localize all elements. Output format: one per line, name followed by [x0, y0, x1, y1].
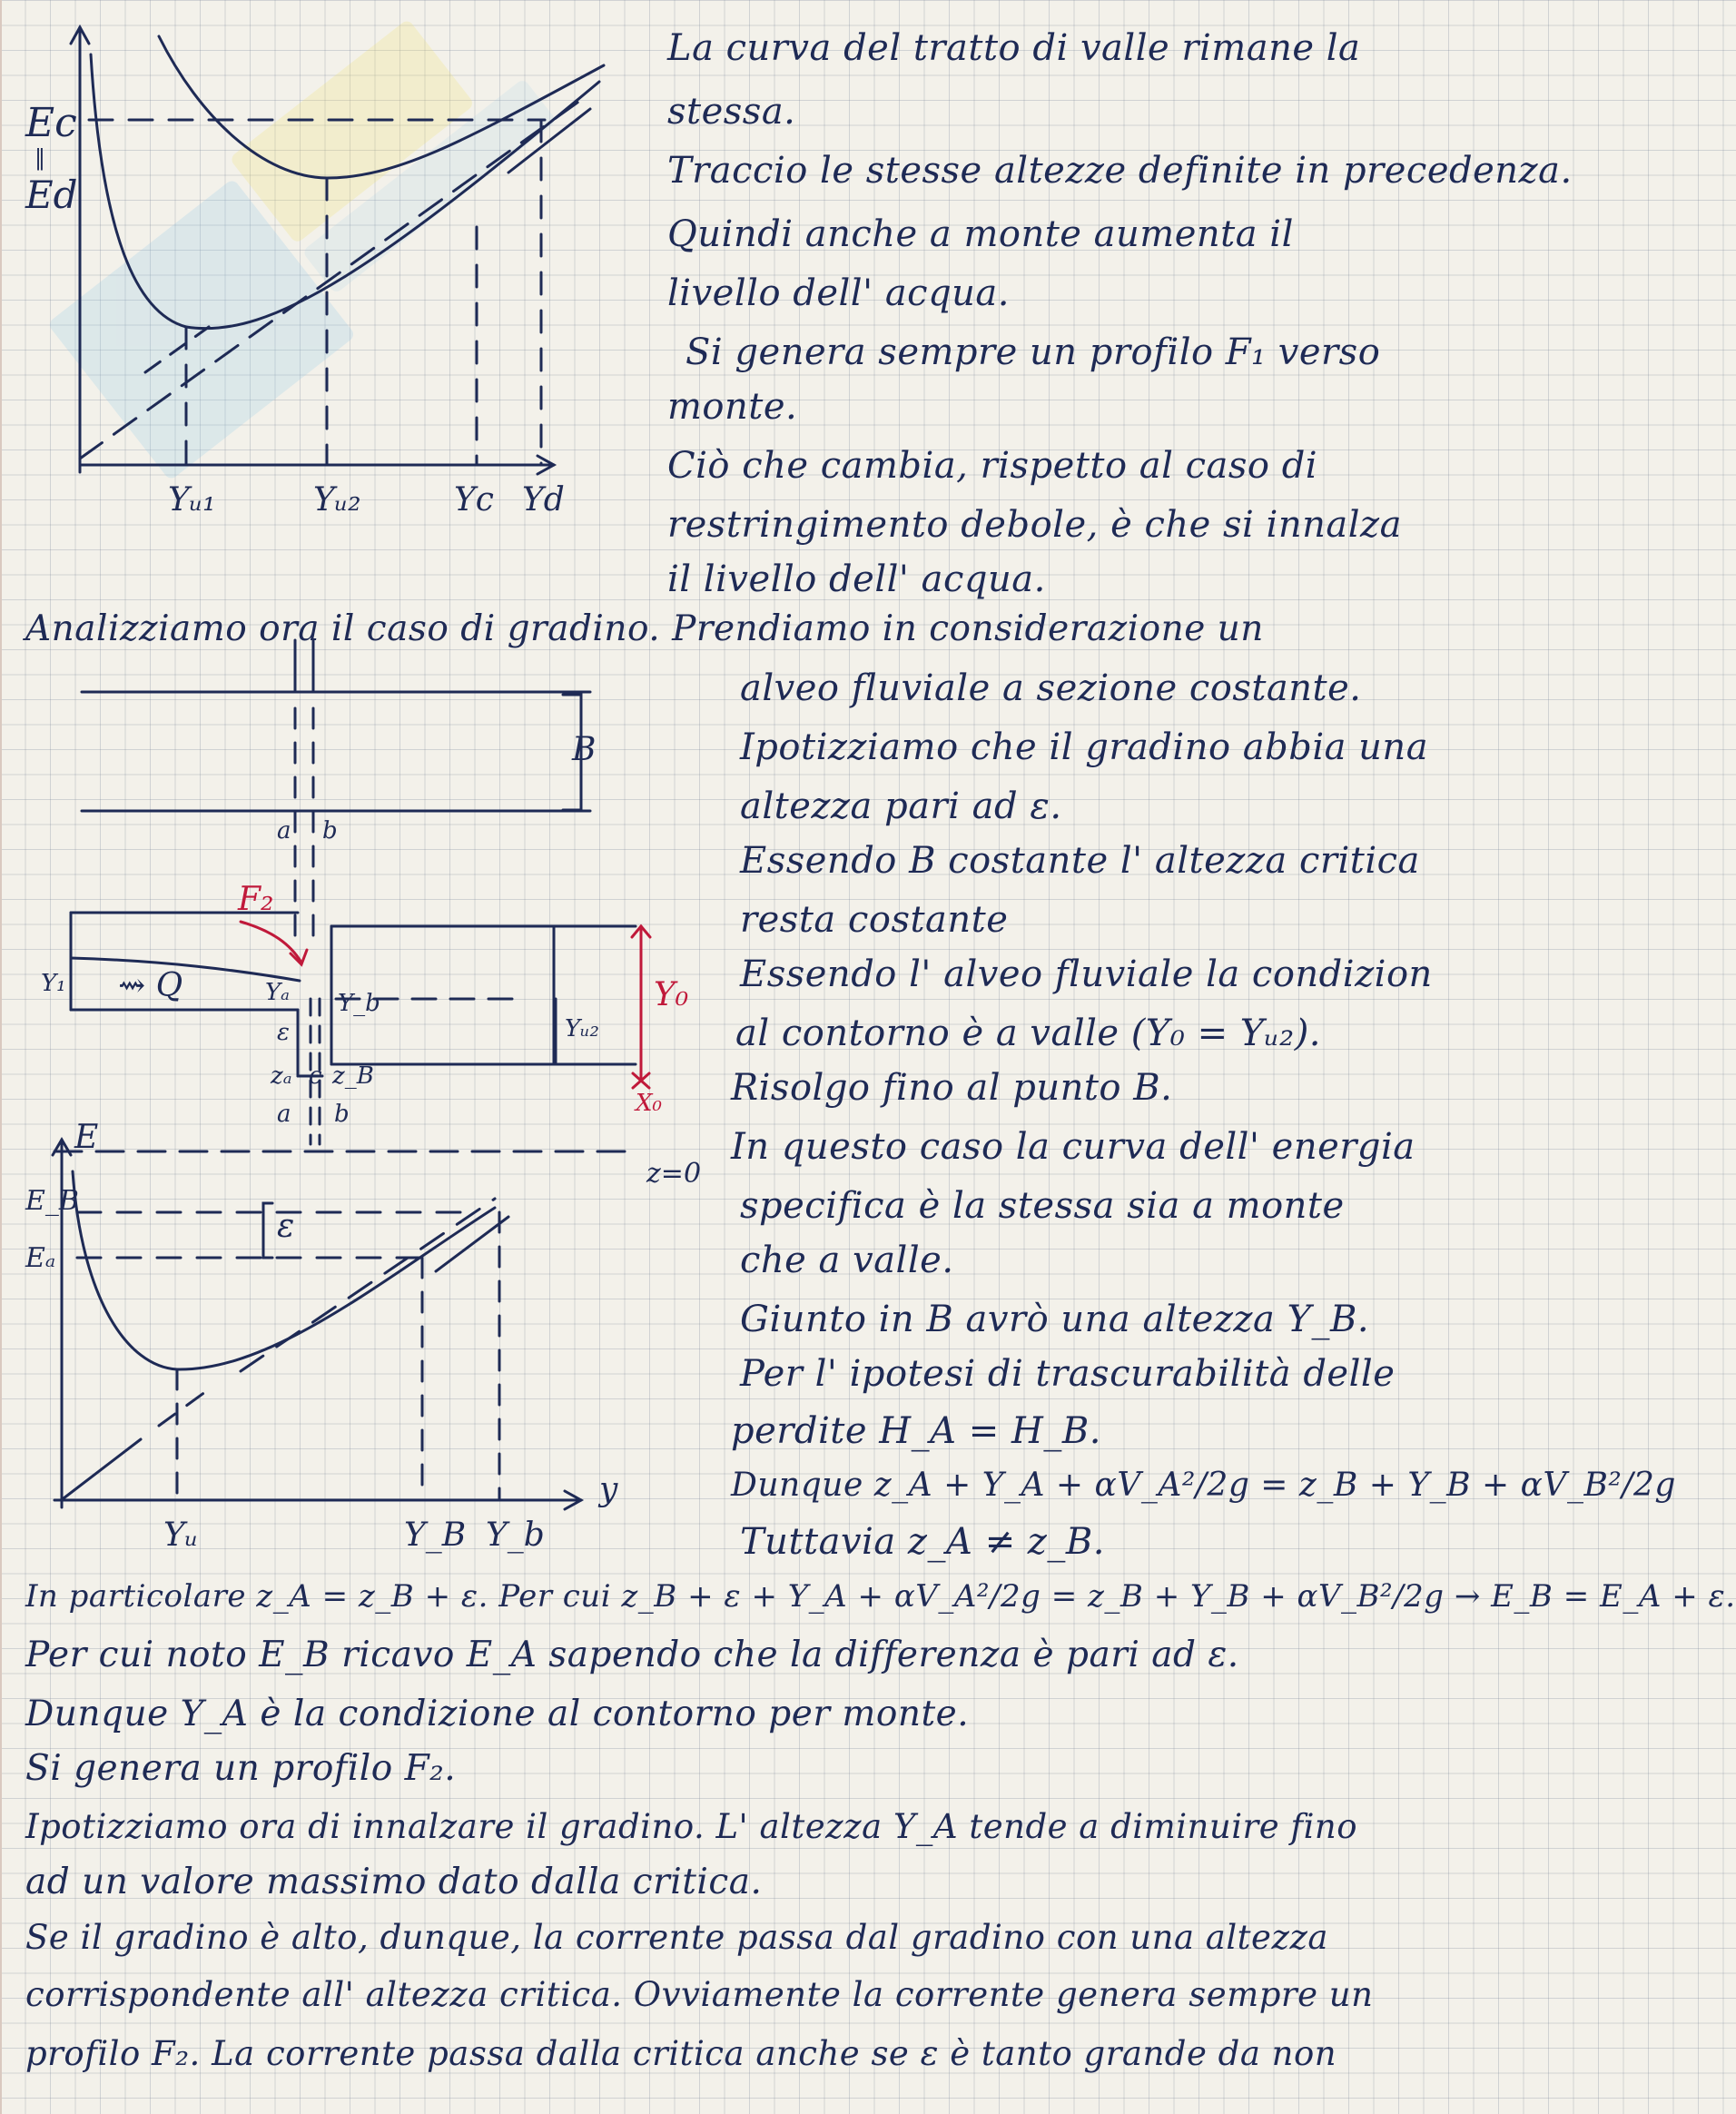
fig2-label-zb: z_B — [332, 1062, 374, 1090]
fig3-label-eps: ε — [277, 1208, 295, 1245]
note-line: In particolare z_A = z_B + ε. Per cui z_B + ε + Y_A + αV_A²/2g = z_B + Y_B + αV_B²/2g → E_B = E_A + ε. — [25, 1578, 1736, 1615]
fig1-x-label-yd: Yd — [522, 481, 565, 519]
fig1-y-label-equal: ‖ — [35, 145, 45, 171]
note-line: il livello dell' acqua. — [667, 558, 1046, 600]
note-line: Per cui noto E_B ricavo E_A sapendo che la differenza è pari ad ε. — [25, 1635, 1239, 1675]
note-line: Se il gradino è alto, dunque, la corrente passa dal gradino con una altezza — [25, 1918, 1328, 1957]
fig2-label-f2: F₂ — [238, 881, 274, 918]
note-line: Ciò che cambia, rispetto al caso di — [667, 445, 1318, 487]
note-equation: Dunque z_A + Y_A + αV_A²/2g = z_B + Y_B + αV_B²/2g — [731, 1467, 1676, 1504]
note-line: altezza pari ad ε. — [740, 785, 1062, 827]
note-line: corrispondente all' altezza critica. Ovviamente la corrente genera sempre un — [25, 1975, 1374, 2014]
fig2-label-y1: Y₁ — [41, 970, 66, 997]
note-line: Tuttavia z_A ≠ z_B. — [740, 1521, 1105, 1563]
fig2-label-yb: Y_b — [338, 990, 380, 1017]
note-line: che a valle. — [740, 1240, 954, 1281]
fig1-x-label-yu2: Yᵤ₂ — [313, 481, 361, 519]
fig3-x-label: y — [599, 1471, 618, 1508]
note-line: restringimento debole, è che si innalza — [667, 504, 1402, 546]
fig2-label-a-bottom: a — [277, 1101, 291, 1128]
fig2-label-c: c — [309, 1062, 322, 1090]
fig2-label-x0: X₀ — [636, 1090, 662, 1117]
fig2-label-yu2: Yᵤ₂ — [565, 1015, 599, 1042]
note-line: Essendo l' alveo fluviale la condizion — [740, 953, 1433, 995]
note-line: Si genera sempre un profilo F₁ verso — [686, 331, 1381, 373]
note-line: Per l' ipotesi di trascurabilità delle — [740, 1353, 1396, 1395]
note-line: Traccio le stesse altezze definite in precedenza. — [667, 150, 1573, 192]
note-line: profilo F₂. La corrente passa dalla critica anche se ε è tanto grande da non — [25, 2034, 1337, 2073]
note-line: resta costante — [740, 899, 1009, 941]
note-line: al contorno è a valle (Y₀ = Yᵤ₂). — [735, 1013, 1322, 1054]
fig1-x-label-yu1: Yᵤ₁ — [168, 481, 216, 519]
fig3-label-eb: E_B — [25, 1185, 79, 1217]
fig3-x-label-yb: Y_b — [486, 1516, 545, 1554]
note-line: specifica è la stessa sia a monte — [740, 1185, 1345, 1227]
note-line: livello dell' acqua. — [667, 272, 1010, 314]
fig2-label-ya: Yₐ — [265, 979, 290, 1006]
fig2-label-q: ⇝ Q — [118, 967, 183, 1004]
fig1-y-label-ed: Ed — [25, 173, 78, 217]
note-line: La curva del tratto di valle rimane la — [667, 27, 1361, 69]
fig2-label-y0: Y₀ — [654, 976, 689, 1013]
note-line: In questo caso la curva dell' energia — [731, 1126, 1415, 1168]
fig2-label-b-bottom: b — [334, 1101, 350, 1128]
fig1-y-label-ec: Ec — [25, 100, 77, 146]
fig3-x-label-yb-cap: Y_B — [404, 1516, 467, 1554]
note-line: Risolgo fino al punto B. — [731, 1067, 1173, 1109]
note-line: Ipotizziamo che il gradino abbia una — [740, 726, 1429, 768]
fig2-label-eps: ε — [277, 1019, 290, 1046]
fig3-y-label: E — [74, 1119, 99, 1156]
note-line: perdite H_A = H_B. — [731, 1410, 1101, 1452]
fig2-label-b-top: b — [322, 817, 338, 845]
fig3-label-ea: Eₐ — [25, 1242, 56, 1274]
note-line: Ipotizziamo ora di innalzare il gradino. L' altezza Y_A tende a diminuire fino — [25, 1807, 1358, 1846]
note-line: Giunto in B avrò una altezza Y_B. — [740, 1299, 1370, 1340]
note-line: monte. — [667, 386, 798, 428]
note-line: ad un valore massimo dato dalla critica. — [25, 1862, 763, 1902]
fig2-label-za: zₐ — [271, 1062, 292, 1090]
note-intro: Analizziamo ora il caso di gradino. Prendiamo in considerazione un — [25, 608, 1264, 649]
note-line: stessa. — [667, 91, 796, 133]
fig3-x-label-yu: Yᵤ — [163, 1516, 199, 1554]
note-line: Quindi anche a monte aumenta il — [667, 213, 1294, 255]
fig1-x-label-yc: Yc — [454, 481, 494, 519]
fig2-label-b: B — [572, 731, 597, 768]
note-line: alveo fluviale a sezione costante. — [740, 667, 1362, 709]
note-line: Essendo B costante l' altezza critica — [740, 840, 1420, 882]
note-line: Si genera un profilo F₂. — [25, 1748, 457, 1789]
note-line: Dunque Y_A è la condizione al contorno per monte. — [25, 1694, 970, 1734]
fig2-label-a-top: a — [277, 817, 291, 845]
fig2-label-z0: z=0 — [646, 1158, 702, 1190]
